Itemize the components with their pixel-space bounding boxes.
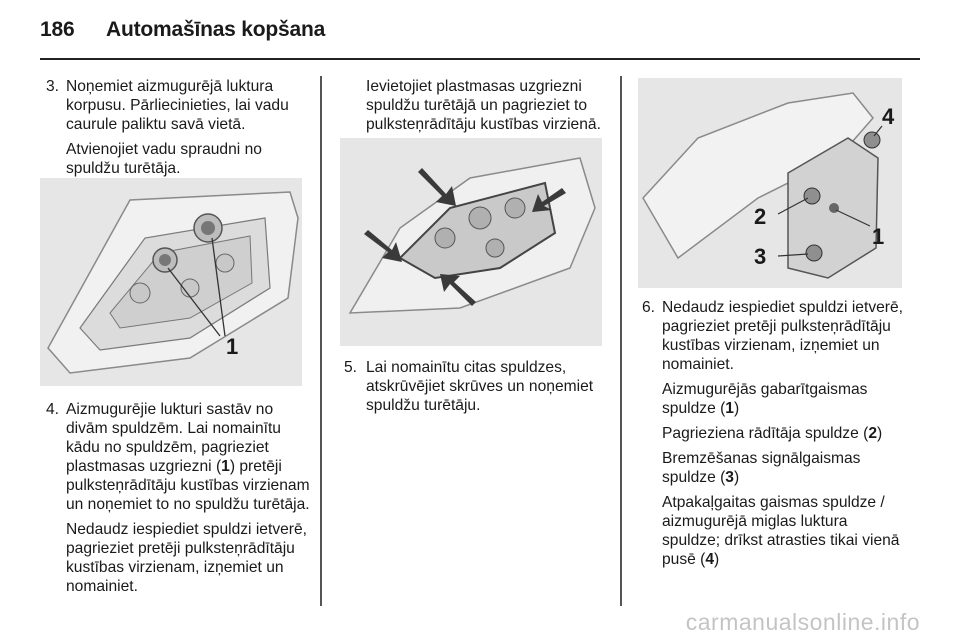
- column-2: [344, 77, 610, 140]
- bulb-item: Aizmugurējās gabarītgaismas spuldze (1): [662, 381, 868, 417]
- rear-lamp-illustration: [638, 78, 902, 288]
- bulb-holder-illustration: [340, 138, 602, 346]
- step-4: [46, 400, 316, 514]
- figure-callout-4: 4: [882, 104, 895, 129]
- step-number: 4.: [46, 401, 60, 418]
- page-title: Automašīnas kopšana: [106, 18, 326, 41]
- page-header: [40, 18, 325, 42]
- figure-callout-3: 3: [754, 244, 767, 269]
- step-number: 3.: [46, 78, 60, 95]
- figure-rear-lamp-bulbs: [638, 78, 902, 288]
- step-5: [344, 358, 610, 415]
- page-number: 186: [40, 18, 75, 41]
- column-1-lower: [46, 400, 316, 602]
- step-text: Nedaudz iespiediet spuldzi ietverē, pagrieziet pretēji pulksteņrādītāju kustības virzienam, izņemiet un nomainiet.: [662, 299, 903, 373]
- step-6: [642, 298, 906, 374]
- reinstall-note: Ievietojiet plastmasas uzgriezni spuldžu turētājā un pagrieziet to pulksteņrādītāju kustības virzienā.: [366, 78, 601, 133]
- watermark: carmanualsonline.info: [685, 609, 920, 635]
- step-number: 5.: [344, 359, 358, 376]
- figure-tail-lamp-nuts: [40, 178, 302, 386]
- step-text: Lai nomainītu citas spuldzes, atskrūvējiet skrūves un noņemiet spuldžu turētāju.: [366, 359, 594, 414]
- step-3-note: Atvienojiet vadu spraudni no spuldžu turētāja.: [66, 141, 262, 177]
- figure-callout-1: 1: [226, 334, 239, 359]
- step-text: Noņemiet aizmugurējā luktura korpusu. Pārliecinieties, lai vadu caurule paliktu savā vietā.: [66, 78, 289, 133]
- bulb-item: Bremzēšanas signālgaismas spuldze (3): [662, 450, 861, 486]
- step-3: [46, 77, 316, 134]
- step-4-note: Nedaudz iespiediet spuldzi ietverē, pagrieziet pretēji pulksteņrādītāju kustības virzienam, izņemiet un nomainiet.: [66, 521, 307, 595]
- bulb-item: Pagrieziena rādītāja spuldze (2): [662, 425, 883, 442]
- column-3: [642, 298, 906, 575]
- tail-lamp-illustration: [40, 178, 302, 386]
- figure-callout-1: 1: [872, 224, 885, 249]
- step-text: Aizmugurējie lukturi sastāv no divām spuldzēm. Lai nomainītu kādu no spuldzēm, pagrieziet plastmasas uzgriezni (1) pretēji pulksteņrādītāju kustības virzienam un noņemiet to no spuldžu turētāja.: [66, 401, 310, 513]
- header-rule: [40, 58, 920, 60]
- figure-bulb-holder-screws: [340, 138, 602, 346]
- figure-callout-2: 2: [754, 204, 767, 229]
- column-divider-1: [320, 76, 322, 606]
- bulb-item: Atpakaļgaitas gaismas spuldze / aizmugurējā miglas luktura spuldze; drīkst atrasties tikai vienā pusē (4): [662, 494, 900, 568]
- step-number: 6.: [642, 299, 656, 316]
- column-divider-2: [620, 76, 622, 606]
- column-2-lower: [344, 358, 610, 421]
- column-1: [46, 77, 316, 184]
